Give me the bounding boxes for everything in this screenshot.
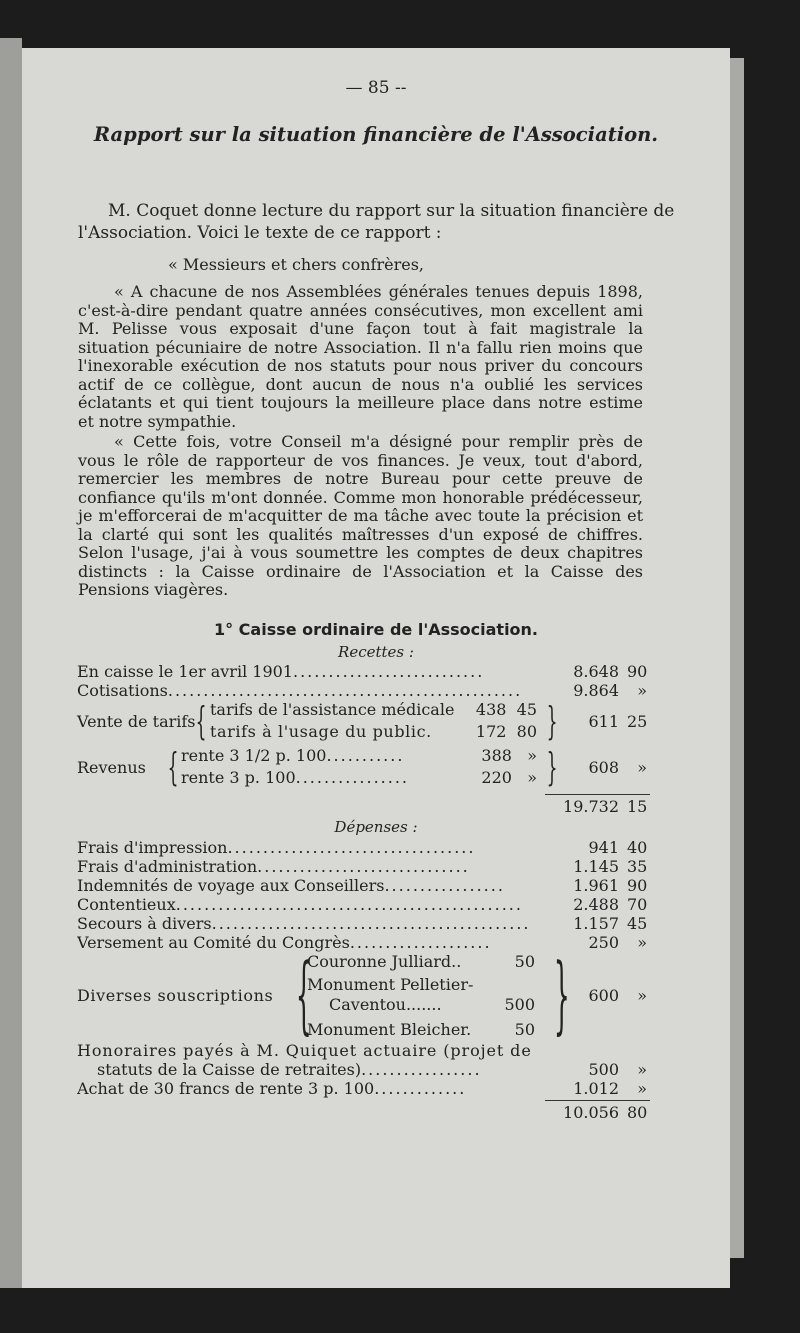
sub-item-amount: 172 80 [475,722,537,741]
group-amount: 600 [588,986,619,1005]
paragraph-line: c'est-à-dire pendant quatre années consécutives, mon excellent ami [78,300,643,320]
row-cents: » [637,1079,647,1098]
paragraph-line: remercier les membres de notre Bureau pour cette preuve de [78,469,643,488]
paragraph-line: éclatants et qui tient toujours la meilleure place dans notre estime [78,393,643,412]
row-label: Contentieux................................................. [77,895,523,914]
paragraph-line: Pensions viagères. [78,580,229,599]
row-amount: 8.648 [573,662,619,681]
table-row [77,876,647,895]
paragraph-line: l'inexorable exécution de nos statuts pour nous priver du concours [78,356,643,375]
intro-paragraph [78,200,675,244]
row-cents: 40 [627,838,648,857]
row-label: Frais d'impression................................... [77,838,476,857]
depenses-heading: Dépenses : [334,818,418,836]
left-brace: { [295,945,312,1043]
paragraph-line: « Cette fois, votre Conseil m'a désigné pour remplir près de [114,432,643,451]
table-row [77,914,647,933]
sub-item-amount: 438 45 [475,700,537,719]
total-rule [545,794,650,795]
section-heading: Rapport sur la situation financière de l'Association. [93,123,659,146]
sub-item-amount: 220 » [481,768,537,787]
group-label: Revenus [77,758,146,777]
group-amount: 611 [588,712,619,731]
sub-item-label: rente 3 1/2 p. 100........... [181,746,405,765]
row-amount: 2.488 [573,895,619,914]
sub-item-label: Couronne Julliard.. [307,952,462,971]
total-rule [545,1100,650,1101]
left-brace: { [167,745,179,789]
sub-item-label: tarifs à l'usage du public. [210,722,432,741]
row-label: Secours à divers............................................. [77,914,531,933]
left-brace: { [195,699,207,743]
table-row [77,838,647,857]
paragraph-line: distincts : la Caisse ordinaire de l'Association et la Caisse des [78,561,643,581]
paragraph-1 [78,283,643,431]
group-label: Vente de tarifs [77,712,196,731]
sub-item-label: rente 3 p. 100................ [181,768,409,787]
table-row [77,895,647,914]
row-amount: 1.012 [573,1079,619,1098]
row-label: statuts de la Caisse de retraites)................. [97,1060,482,1079]
group-cents: » [637,758,647,777]
total-amount: 10.056 [563,1103,619,1122]
row-amount: 9.864 [573,681,619,700]
table-row [77,681,647,700]
vente-de-tarifs-group [77,700,647,744]
row-amount: 1.145 [573,857,619,876]
group-label: Diverses souscriptions [77,986,274,1005]
paragraph-line: situation pécuniaire de notre Association. Il n'a fallu rien moins que [78,337,643,357]
paragraph-2 [78,433,643,600]
page-content [22,0,730,1333]
row-cents: 35 [627,857,648,876]
total-cents: 15 [627,797,648,816]
row-label: Indemnités de voyage aux Conseillers................. [77,876,505,895]
honoraires-row-line2 [77,1060,647,1079]
intro-line: M. Coquet donne lecture du rapport sur la situation financière de [108,201,675,221]
row-cents: 90 [627,876,648,895]
revenus-group [77,746,647,790]
row-amount: 250 [588,933,619,952]
previous-page-edge [0,38,22,1288]
intro-line: l'Association. Voici le texte de ce rapport : [78,223,442,243]
paragraph-line: et notre sympathie. [78,411,237,431]
sub-item-amount: 500 [504,995,535,1014]
row-label: Honoraires payés à M. Quiquet actuaire (projet de [77,1041,532,1060]
sub-item-amount: 388 » [481,746,537,765]
group-cents: » [637,986,647,1005]
sub-item-label: tarifs de l'assistance médicale [210,700,455,719]
paragraph-line: Selon l'usage, j'ai à vous soumettre les comptes de deux chapitres [78,543,643,562]
recettes-heading: Recettes : [338,643,414,661]
row-amount: 500 [588,1060,619,1079]
table-row [77,1079,647,1098]
table-row [77,662,647,681]
row-cents: » [637,1060,647,1079]
total-cents: 80 [627,1103,648,1122]
row-amount: 941 [588,838,619,857]
paragraph-line: confiance qu'ils m'ont donnée. Comme mon honorable prédécesseur, [78,487,643,507]
salutation: « Messieurs et chers confrères, [168,255,424,274]
group-cents: 25 [627,712,648,731]
right-brace: } [553,945,570,1043]
sub-item-amount: 50 [514,1020,535,1039]
paragraph-line: je m'efforcerai de m'acquitter de ma tâche avec toute la précision et [78,506,643,525]
row-cents: » [637,933,647,952]
total-amount: 19.732 [563,797,619,816]
row-amount: 1.961 [573,876,619,895]
page-number: — 85 -- [345,78,407,98]
paragraph-line: vous le rôle de rapporteur de vos finances. Je veux, tout d'abord, [78,450,643,470]
right-brace: } [546,699,558,743]
right-brace: } [546,745,558,789]
row-cents: 45 [627,914,648,933]
recettes-total [77,797,647,816]
group-amount: 608 [588,758,619,777]
table-row [77,857,647,876]
paragraph-line: actif de ce collègue, dont aucun de nous n'a oublié les services [78,374,643,394]
row-cents: 90 [627,662,648,681]
sub-item-label: Monument Bleicher. [307,1020,472,1039]
row-label: En caisse le 1er avril 1901........................... [77,662,485,681]
row-cents: » [637,681,647,700]
sub-item-amount: 50 [514,952,535,971]
paragraph-line: « A chacune de nos Assemblées générales tenues depuis 1898, [114,282,643,301]
row-label: Achat de 30 francs de rente 3 p. 100............. [77,1079,467,1098]
row-amount: 1.157 [573,914,619,933]
honoraires-row-line1 [77,1041,647,1060]
row-cents: 70 [627,895,648,914]
sub-item-label: Caventou....... [329,995,442,1014]
paragraph-line: M. Pelisse vous exposait d'une façon tout à fait magistrale la [78,319,643,338]
row-label: Frais d'administration.............................. [77,857,470,876]
sub-item-label: Monument Pelletier- [307,975,474,994]
caisse-ordinaire-heading: 1° Caisse ordinaire de l'Association. [213,620,539,639]
souscriptions-group [77,945,647,1043]
depenses-total [77,1103,647,1122]
paragraph-line: la clarté qui sont les qualités maîtresses d'un exposé de chiffres. [78,524,643,544]
row-label: Cotisations.................................................. [77,681,523,700]
next-page-edge [730,58,744,1258]
row-label: Versement au Comité du Congrès.................... [77,933,492,952]
